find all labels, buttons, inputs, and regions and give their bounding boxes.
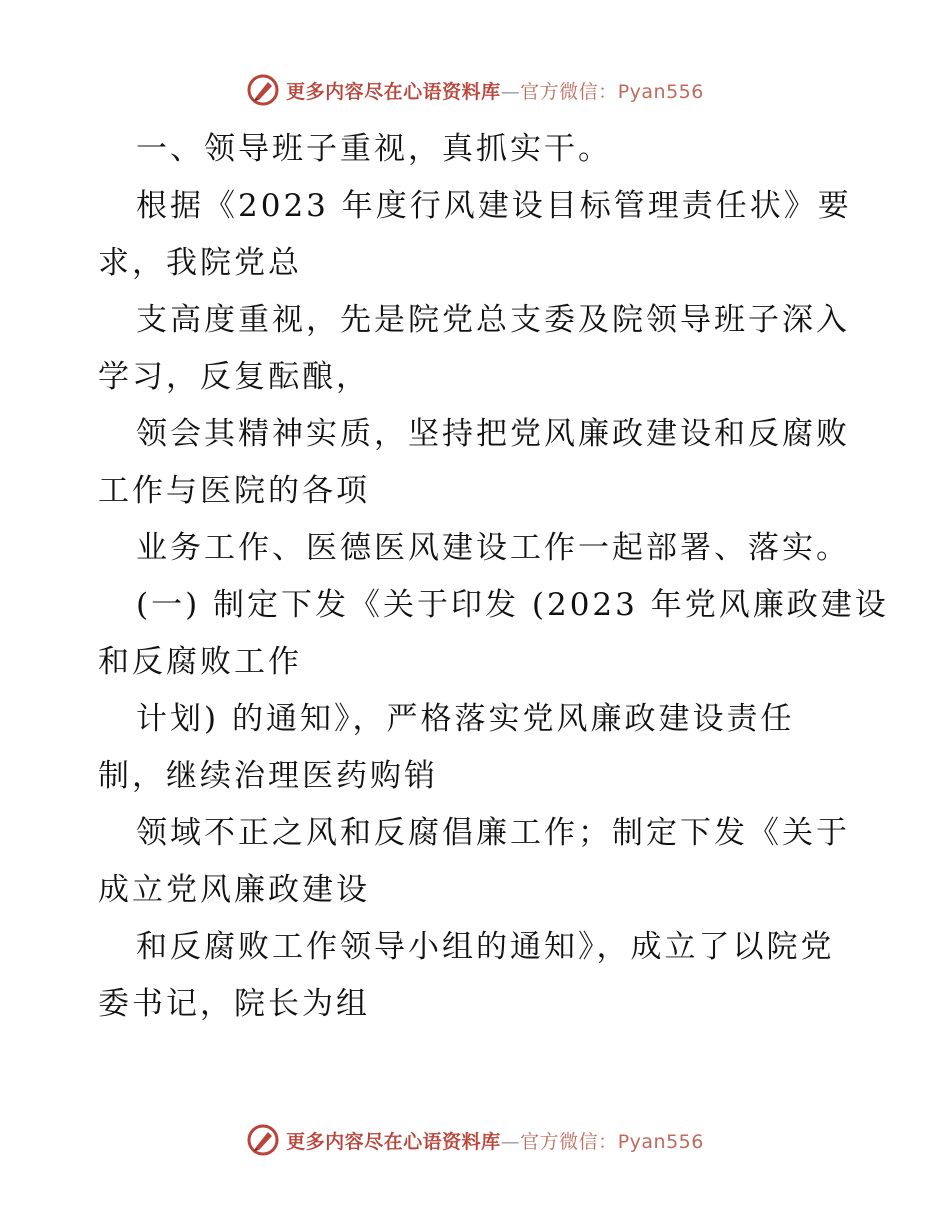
paragraph-line: 根据《2023 年度行风建设目标管理责任状》要 xyxy=(136,188,852,224)
pen-nib-circle-icon xyxy=(246,1123,280,1157)
paragraph-line: 一、领导班子重视，真抓实干。 xyxy=(136,131,612,167)
paragraph-line: 制，继续治理医药购销 xyxy=(98,758,438,794)
wechat-label: 官方微信： xyxy=(520,80,618,103)
paragraph-line: 求，我院党总 xyxy=(98,245,302,281)
banner-dash: — xyxy=(500,1130,521,1153)
paragraph-line: 成立党风廉政建设 xyxy=(98,872,370,908)
paragraph-line: 工作与医院的各项 xyxy=(98,473,370,509)
banner-dash: — xyxy=(500,80,521,103)
brand-text: 更多内容尽在心语资料库 xyxy=(286,1130,501,1153)
paragraph-line: 学习，反复酝酿， xyxy=(98,359,370,395)
paragraph-line: 业务工作、医德医风建设工作一起部署、落实。 xyxy=(136,530,850,566)
banner-text xyxy=(286,77,704,104)
paragraph-line: 领会其精神实质，坚持把党风廉政建设和反腐败 xyxy=(136,416,850,452)
paragraph-line: 计划) 的通知》，严格落实党风廉政建设责任 xyxy=(136,701,795,737)
paragraph-line: 委书记，院长为组 xyxy=(98,986,370,1022)
wechat-label: 官方微信： xyxy=(520,1130,618,1153)
paragraph-line: 和反腐败工作领导小组的通知》，成立了以院党 xyxy=(136,929,835,965)
paragraph-line: (一) 制定下发《关于印发 (2023 年党风廉政建设 xyxy=(136,587,889,623)
banner-text xyxy=(286,1127,704,1154)
paragraph-line: 和反腐败工作 xyxy=(98,644,302,680)
header-banner xyxy=(0,68,950,112)
paragraph-line: 支高度重视，先是院党总支委及院领导班子深入 xyxy=(136,302,850,338)
paragraph-line: 领域不正之风和反腐倡廉工作；制定下发《关于 xyxy=(136,815,850,851)
pen-nib-circle-icon xyxy=(246,73,280,107)
wechat-id: Pyan556 xyxy=(617,1130,704,1153)
brand-text: 更多内容尽在心语资料库 xyxy=(286,80,501,103)
footer-banner xyxy=(0,1118,950,1162)
wechat-id: Pyan556 xyxy=(617,80,704,103)
document-body xyxy=(98,121,889,1033)
